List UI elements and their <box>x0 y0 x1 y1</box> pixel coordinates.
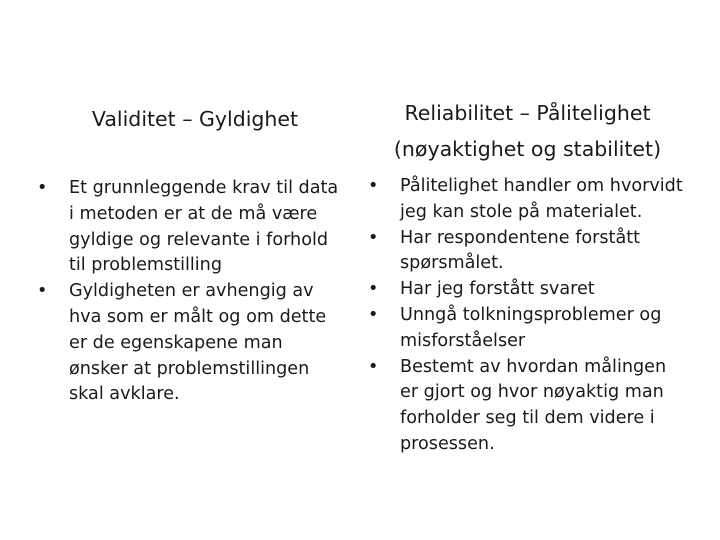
right-bullet-list <box>364 174 684 458</box>
list-item <box>364 303 684 355</box>
bullet-text: Pålitelighet handler om hvorvidt jeg kan stole på materialet. <box>400 176 683 222</box>
bullet-text: Har jeg forstått svaret <box>400 279 595 300</box>
left-bullet-list <box>33 176 343 408</box>
bullet-text: Unngå tolkningsproblemer og misforståelser <box>400 304 662 351</box>
bullet-text: Har respondentene forstått spørsmålet. <box>400 227 641 274</box>
list-item <box>364 226 684 278</box>
list-item <box>364 174 684 226</box>
bullet-text: Et grunnleggende krav til data i metoden er at de må være gyldige og relevante i forhold til problemstilling <box>69 178 339 276</box>
bullet-icon: • <box>368 356 379 377</box>
bullet-icon: • <box>368 176 379 196</box>
list-item <box>33 176 343 279</box>
list-item <box>364 355 684 458</box>
bullet-icon: • <box>368 227 379 248</box>
bullet-icon: • <box>368 279 379 300</box>
bullet-icon: • <box>37 178 48 198</box>
bullet-icon: • <box>37 281 48 302</box>
right-column-heading: Reliabilitet – Pålitelighet (nøyaktighet og stabilitet) <box>393 101 662 161</box>
bullet-text: Bestemt av hvordan målingen er gjort og hvor nøyaktig man forholder seg til dem videre i prosessen. <box>400 356 667 454</box>
list-item <box>364 277 684 303</box>
list-item <box>33 279 343 408</box>
left-column-heading: Validitet – Gyldighet <box>91 107 299 131</box>
bullet-icon: • <box>368 304 379 325</box>
bullet-text: Gyldigheten er avhengig av hva som er målt og om dette er de egenskapene man ønsker at problemstillingen skal avklare. <box>69 281 327 405</box>
